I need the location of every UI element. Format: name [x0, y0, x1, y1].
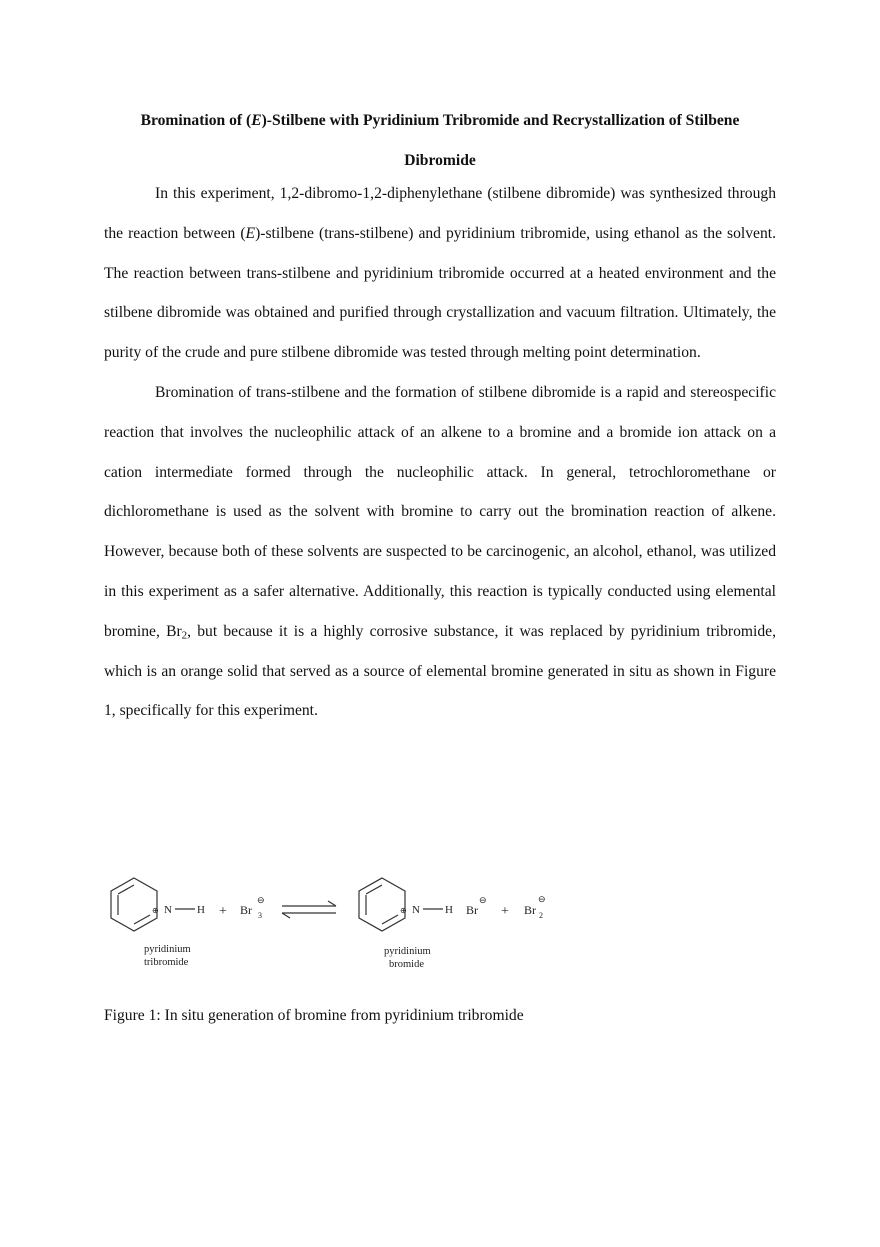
body-text: [104, 174, 776, 731]
hydrogen-label-left: H: [197, 904, 205, 916]
title-text-end: )-Stilbene with Pyridinium Tribromide and Recrystallization of Stilbene Dibromide: [261, 112, 740, 169]
paragraph-2-text-a: Bromination of trans-stilbene and the formation of stilbene dibromide is a rapid and stereospecific reaction that involves the nucleophilic attack of an alkene to a bromine and a bromide ion attack on a cation intermediate formed through the nucleophilic attack. In general, tetrochloromethane or dichloromethane is used as the solvent with bromine to carry out the bromination reaction of alkene. However, because both of these solvents are suspected to be carcinogenic, an alcohol, ethanol, was utilized in this experiment as a safer alternative. Additionally, this reaction is typically conducted using elemental bromine, Br: [104, 383, 776, 640]
label-tribromide: tribromide: [144, 957, 189, 968]
reaction-scheme: [104, 868, 574, 978]
pyridinium-ring-right: [359, 878, 405, 931]
pyridinium-ring-left: [111, 878, 157, 931]
positive-charge-right: ⊕: [400, 906, 407, 915]
tribromide-subscript: 3: [258, 911, 262, 920]
bromide-label: Br: [466, 903, 478, 917]
positive-charge-left: ⊕: [152, 906, 159, 915]
document-title: [104, 101, 776, 181]
title-italic-e: E: [251, 112, 262, 129]
negative-charge-br3: ⊖: [257, 895, 265, 905]
figure-1: [104, 868, 574, 978]
figure-caption: Figure 1: In situ generation of bromine from pyridinium tribromide: [104, 1007, 524, 1024]
paragraph-2: [104, 373, 776, 731]
hydrogen-label-right: H: [445, 904, 453, 916]
bromine-subscript: 2: [539, 911, 543, 920]
negative-charge-br2: ⊖: [538, 894, 546, 904]
tribromide-label: Br: [240, 903, 252, 917]
title-text-start: Bromination of (: [140, 112, 252, 129]
label-bromide: bromide: [389, 959, 424, 970]
paragraph-2-text-b: , but because it is a highly corrosive substance, it was replaced by pyridinium tribromide, which is an orange solid that served as a source of elemental bromine generated in situ as shown in Figure 1, specifically for this experiment.: [104, 622, 776, 720]
paragraph-1-text-b: )-stilbene (trans-stilbene) and pyridinium tribromide, using ethanol as the solvent. The reaction between trans-stilbene and pyridinium tribromide occurred at a heated environment and the stilbene dibromide was obtained and purified through crystallization and vacuum filtration. Ultimately, the purity of the crude and pure stilbene dibromide was tested through melting point determination.: [104, 224, 776, 362]
paragraph-1-text-a: In this experiment, 1,2-dibromo-1,2-diphenylethane (stilbene dibromide) was synthesized through the reaction between (: [104, 185, 776, 242]
nitrogen-label-left: N: [164, 904, 172, 916]
bromine-label: Br: [524, 903, 536, 917]
nitrogen-label-right: N: [412, 904, 420, 916]
plus-sign-2: +: [501, 904, 509, 919]
negative-charge-br: ⊖: [479, 895, 487, 905]
plus-sign-1: +: [219, 904, 227, 919]
paragraph-1: [104, 174, 776, 373]
br2-subscript: 2: [181, 629, 188, 642]
label-pyridinium-right: pyridinium: [384, 946, 431, 957]
label-pyridinium-left: pyridinium: [144, 944, 191, 955]
equilibrium-arrow: [282, 901, 336, 918]
paragraph-1-italic-e: E: [245, 224, 256, 242]
